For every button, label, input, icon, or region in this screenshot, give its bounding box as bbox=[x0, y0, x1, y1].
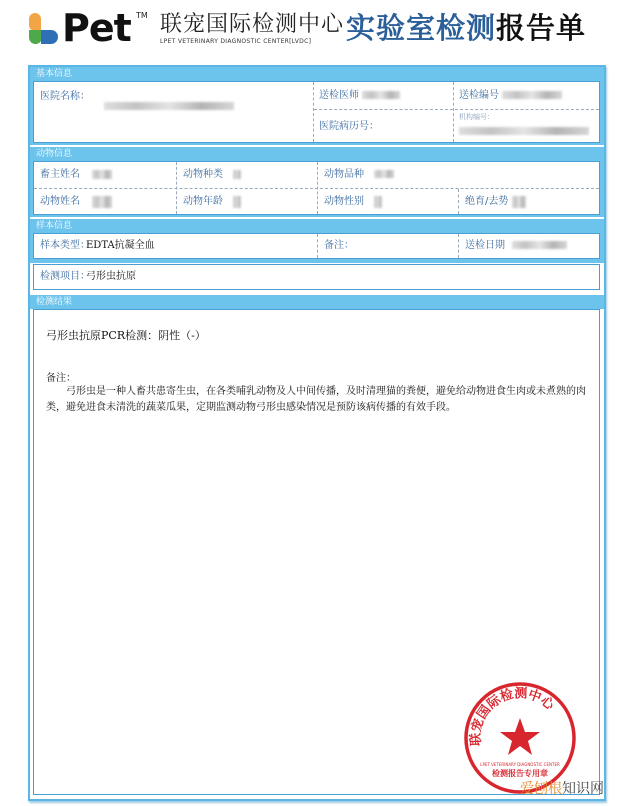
watermark-orange: 爱刨根 bbox=[520, 781, 562, 797]
age-label: 动物年龄 bbox=[183, 196, 223, 207]
divider bbox=[313, 82, 314, 142]
owner-name-label: 畜主姓名 bbox=[40, 169, 80, 180]
divider bbox=[317, 162, 318, 214]
sample-type-value: EDTA抗凝全血 bbox=[86, 240, 155, 251]
trademark: TM bbox=[136, 11, 148, 20]
section-sample-header: 样本信息 bbox=[30, 219, 604, 233]
watermark-gray: 知识网 bbox=[562, 781, 604, 797]
basic-info-box bbox=[33, 81, 600, 143]
sample-no-value-redacted bbox=[502, 91, 562, 99]
divider bbox=[458, 234, 459, 258]
divider bbox=[314, 109, 599, 110]
hospital-name-label: 医院名称： bbox=[40, 91, 90, 102]
animal-name-label: 动物姓名 bbox=[40, 196, 80, 207]
remark-label: 备注： bbox=[324, 240, 354, 251]
section-result-header: 检测结果 bbox=[30, 295, 604, 309]
species-redacted bbox=[233, 170, 241, 179]
test-item-box bbox=[33, 264, 600, 290]
doctor-label: 送检医师 bbox=[319, 90, 359, 101]
report-title bbox=[346, 11, 586, 45]
divider bbox=[458, 189, 459, 214]
note-label: 备注： bbox=[46, 373, 76, 384]
test-item-value: 弓形虫抗原 bbox=[86, 271, 136, 282]
hospital-name-value-redacted bbox=[104, 102, 234, 110]
sex-label: 动物性别 bbox=[324, 196, 364, 207]
pet-logo-icon bbox=[29, 13, 59, 45]
stamp-en-text: LPET VETERINARY DIAGNOSTIC CENTER bbox=[480, 762, 560, 767]
breed-redacted bbox=[374, 170, 394, 178]
stamp-arc-text: 联宠国际检测中心 bbox=[468, 686, 557, 747]
doctor-value-redacted bbox=[362, 91, 400, 99]
logo-wordmark: Pet bbox=[62, 6, 131, 50]
divider bbox=[176, 162, 177, 214]
sample-no-label: 送检编号 bbox=[459, 90, 499, 101]
sample-type-label: 样本类型： bbox=[40, 240, 90, 251]
test-item-label: 检测项目： bbox=[40, 271, 90, 282]
sample-info-box bbox=[33, 233, 600, 259]
divider bbox=[453, 82, 454, 142]
result-line: 弓形虫抗原PCR检测：阴性（-） bbox=[46, 329, 206, 342]
center-name: 联宠国际检测中心 bbox=[160, 12, 345, 37]
breed-label: 动物品种 bbox=[324, 169, 364, 180]
age-redacted bbox=[233, 196, 241, 208]
note-text: 弓形虫是一种人畜共患寄生虫，在各类哺乳动物及人中间传播，及时清理猫的粪便，避免给动物进食生肉或未煮熟的肉类，避免进食未清洗的蔬菜瓜果，定期监测动物弓形虫感染情况是预防该病传播的有效手段。 bbox=[46, 386, 586, 413]
section-basic-header: 基本信息 bbox=[30, 67, 604, 81]
species-label: 动物种类 bbox=[183, 169, 223, 180]
record-no-label: 医院病历号： bbox=[319, 121, 379, 132]
report-header bbox=[0, 0, 634, 60]
submit-date-redacted bbox=[512, 241, 567, 249]
neuter-label: 绝育/去势 bbox=[465, 196, 509, 207]
stamp-bottom-text: 检测报告专用章 bbox=[492, 768, 548, 778]
center-name-en: LPET VETERINARY DIAGNOSTIC CENTER[LVDC] bbox=[160, 38, 312, 45]
org-code-label: 机构编号： bbox=[459, 113, 494, 121]
org-code-value-redacted bbox=[459, 127, 589, 135]
official-seal-icon bbox=[462, 680, 578, 796]
owner-name-redacted bbox=[92, 170, 112, 179]
report-title-black: 报告单 bbox=[496, 11, 587, 45]
neuter-redacted bbox=[512, 196, 526, 208]
submit-date-label: 送检日期 bbox=[465, 240, 505, 251]
report-title-blue: 实验室检测 bbox=[346, 11, 497, 45]
animal-info-box bbox=[33, 161, 600, 215]
animal-name-redacted bbox=[92, 196, 112, 208]
section-animal-header: 动物信息 bbox=[30, 147, 604, 161]
sex-redacted bbox=[374, 196, 382, 208]
watermark bbox=[520, 781, 604, 797]
divider bbox=[317, 234, 318, 258]
